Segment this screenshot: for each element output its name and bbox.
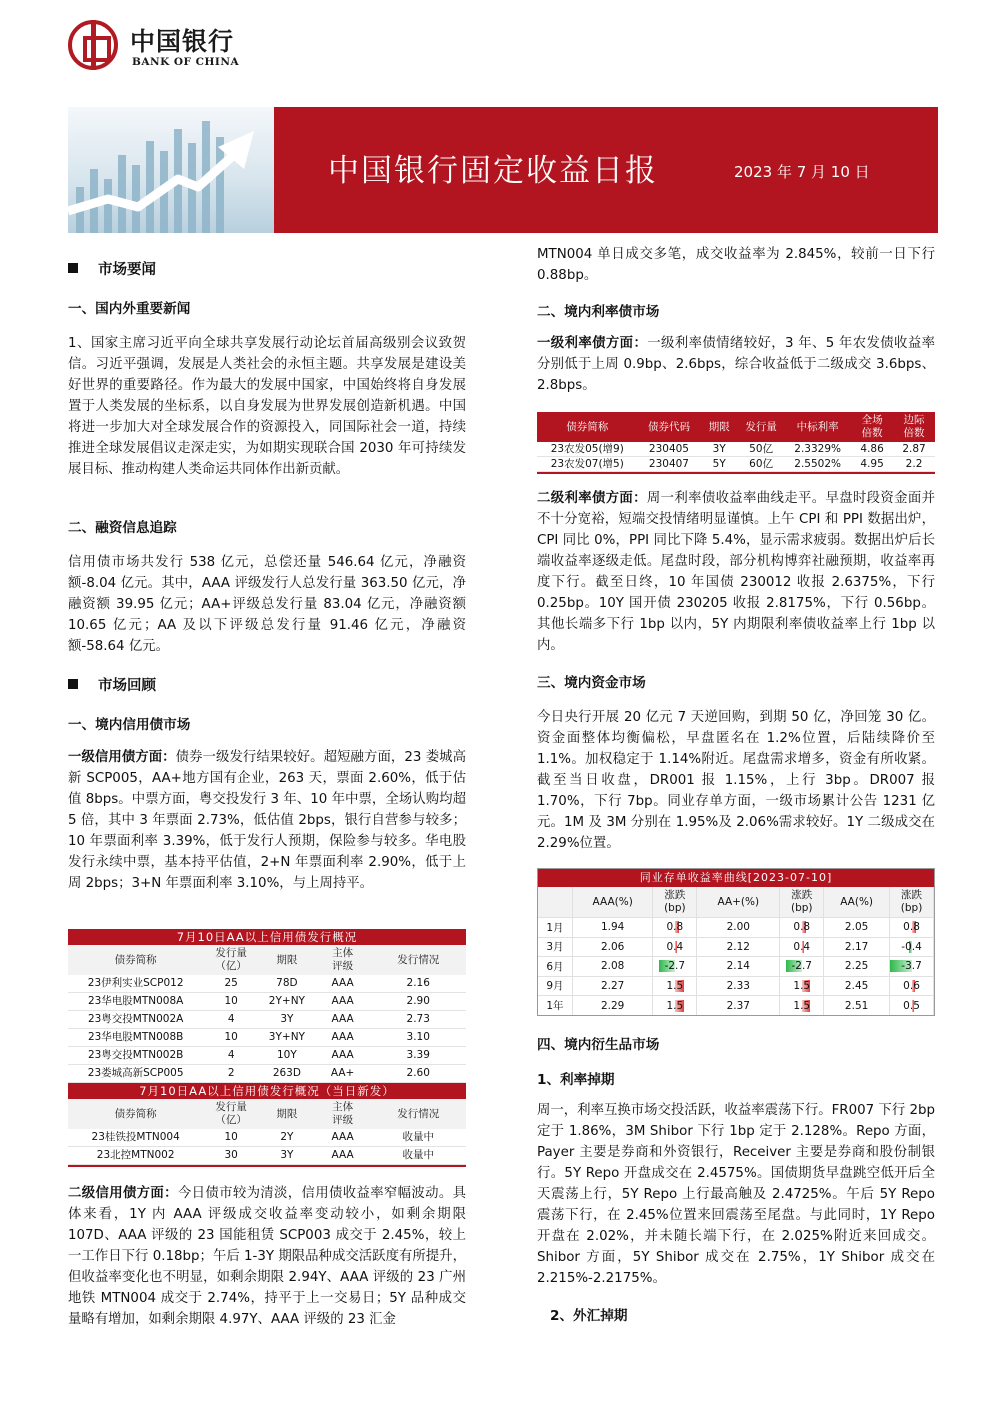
curve-yield: 2.25 — [824, 957, 890, 977]
table1-cell: 2.60 — [370, 1065, 466, 1083]
table1-header-cell: 期限 — [259, 945, 315, 975]
money-market-paragraph: 今日央行开展 20 亿元 7 天逆回购，到期 50 亿，净回笼 30 亿。资金面整体均衡偏松，早盘匿名在 1.2%位置，后陆续降价至 1.1%。加权稳定于 1.14%附近。尾盘需求增多，资金有所收紧。截至当日收盘，DR001 报 1.15%，上行 3bp。DR007 报 1.70%，下行 7bp。同业存单方面，一级市场累计公告 1231 亿元。1M 及 3M 分别在 1.95%及 2.06%需求较好。1Y 二级成交在 2.29%位置。 — [537, 710, 935, 851]
table2 — [68, 1099, 466, 1165]
table2-title: 7月10日AA以上信用债发行概况（当日新发） — [68, 1083, 466, 1099]
table3-cell: 230405 — [638, 442, 701, 457]
table1-cell: 23粤交投MTN002B — [68, 1047, 203, 1065]
curve-yield: 2.17 — [824, 937, 890, 957]
change-value: -2.7 — [664, 960, 686, 973]
table3-cell: 2.5502% — [784, 457, 851, 472]
table1-cell: AA+ — [315, 1065, 371, 1083]
table2-cell: 收量中 — [370, 1129, 466, 1147]
report-title: 中国银行固定收益日报 — [328, 153, 658, 189]
change-value: 1.5 — [666, 999, 684, 1012]
change-bar-cell — [780, 957, 824, 977]
curve-yield: 1.94 — [572, 918, 652, 938]
report-banner — [68, 107, 938, 233]
change-bar-cell — [780, 918, 824, 938]
curve-row — [538, 957, 934, 977]
curve-yield: 2.14 — [697, 957, 780, 977]
table2-cell: AAA — [315, 1129, 371, 1147]
rate-primary-paragraph: 一级利率债方面：一级利率债情绪较好，3 年、5 年农发债收益率分别低于上周 0.9bp、2.6bps，综合收益低于二级成交 3.6bps、2.8bps。 — [537, 336, 936, 393]
table3-cell: 5Y — [700, 457, 738, 472]
change-bar — [890, 940, 933, 954]
curve-row — [538, 937, 934, 957]
curve-header-cell — [538, 887, 572, 918]
change-bar-cell — [890, 957, 934, 977]
change-value: 1.5 — [793, 979, 811, 992]
table2-cell: 30 — [203, 1147, 259, 1165]
report-date: 2023 年 7 月 10 日 — [734, 163, 870, 181]
table3-header-cell: 全场 倍数 — [851, 412, 893, 442]
table1-row — [68, 1029, 466, 1047]
table1-cell: 25 — [203, 975, 259, 993]
subsection-interest-rate-swap: 1、利率掉期 — [537, 1072, 615, 1088]
swap-paragraph: 周一，利率互换市场交投活跃，收益率震荡下行。FR007 下行 2bp 定于 1.86%，3M Shibor 下行 1bp 定于 2.128%。Repo 方面，Payer 主要是券商和外资银行，Receiver 主要是券商和股份制银行。5Y Repo 开盘成交在 2.4575%。国债期货早盘跳空低开后全天震荡上行，5Y Repo 上行最高触及 2.4725%。午后 5Y Repo 震荡下行，在 2.45%位置来回震荡至尾盘。与此同时，1Y Repo 开盘在 2.02%，并未随长端下行，在 2.025%附近来回成交。Shibor 方面，5Y Shibor 成交在 2.75%，1Y Shibor 成交在 2.215%-2.2175%。 — [537, 1103, 935, 1286]
table3-header-cell: 发行量 — [738, 412, 784, 442]
curve-header-cell: AA+(%) — [697, 887, 780, 918]
table1-cell: 10Y — [259, 1047, 315, 1065]
change-value: 0.4 — [666, 940, 684, 953]
change-bar-cell — [890, 937, 934, 957]
curve-header-cell: 涨跌 (bp) — [780, 887, 824, 918]
table3-header-cell: 债券代码 — [638, 412, 701, 442]
change-value: 0.6 — [903, 979, 920, 992]
financing-paragraph: 信用债市场共发行 538 亿元，总偿还量 546.64 亿元，净融资额-8.04 亿元。其中，AAA 评级发行人总发行量 363.50 亿元，净融资额 39.95 亿元；AA+评级总发行量 83.04 亿元，净融资额 10.65 亿元；AA 及以下评级总发行量 91.46 亿元，净融资额-58.64 亿元。 — [68, 555, 466, 654]
change-bar — [653, 979, 696, 993]
logo-english-name: BANK OF CHINA — [132, 56, 240, 68]
curve-row — [538, 918, 934, 938]
table1-cell: 2 — [203, 1065, 259, 1083]
rate-secondary-paragraph: 二级利率债方面：周一利率债收益率曲线走平。早盘时段资金面并不十分宽裕，短端交投情绪明显谨慎。上午 CPI 和 PPI 数据出炉，CPI 同比 0%，PPI 同比下降 5.4%，显示需求疲弱。数据出炉后长端收益率逐级走低。尾盘时段，部分机构博弈社融预期，收益率再度下行。截至日终，10 年国债 230012 收报 2.6375%，下行 0.25bp。10Y 国开债 230205 收报 2.8175%，下行 0.56bp。其他长端多下行 1bp 以内，5Y 内期限利率债收益率上行 1bp 以内。 — [537, 491, 936, 653]
table3-row — [537, 457, 935, 472]
section-market-news: 市场要闻 — [68, 258, 156, 279]
subsection-rate-bond: 二、境内利率债市场 — [537, 304, 660, 320]
change-value: 0.4 — [793, 940, 811, 953]
rate-issuance-table — [537, 412, 935, 474]
table2-cell: 3Y — [259, 1147, 315, 1165]
credit-issuance-tables — [68, 929, 466, 1167]
table1-row — [68, 993, 466, 1011]
change-bar — [890, 920, 933, 934]
curve-yield: 2.05 — [824, 918, 890, 938]
table1-cell: 4 — [203, 1011, 259, 1029]
table3-header-cell: 期限 — [700, 412, 738, 442]
table1-cell: 23粤交投MTN002A — [68, 1011, 203, 1029]
table1-cell: AAA — [315, 1047, 371, 1065]
curve-yield: 2.06 — [572, 937, 652, 957]
curve-header-cell: AAA(%) — [572, 887, 652, 918]
table1-cell: 2.90 — [370, 993, 466, 1011]
change-value: 0.8 — [793, 921, 811, 934]
table1-row — [68, 1047, 466, 1065]
curve-header-cell: 涨跌 (bp) — [653, 887, 697, 918]
table3-header-cell: 中标利率 — [784, 412, 851, 442]
table2-header-cell: 主体 评级 — [315, 1099, 371, 1129]
table3-header-cell: 债券简称 — [537, 412, 638, 442]
table1-cell: 2.16 — [370, 975, 466, 993]
change-bar-cell — [780, 976, 824, 996]
change-bar-cell — [890, 976, 934, 996]
news-paragraph: 1、国家主席习近平向全球共享发展行动论坛首届高级别会议致贺信。习近平强调，发展是人类社会的永恒主题。共享发展是建设美好世界的重要路径。作为最大的发展中国家，中国始终将自身发展置于人类发展的坐标系，以自身发展为世界发展创造新机遇。中国将进一步加大对全球发展合作的资源投入，同国际社会一道，持续推进全球发展倡议走深走实，为如期实现联合国 2030 年可持续发展目标、推动构建人类命运共同体作出新贡献。 — [68, 336, 466, 477]
table1-cell: AAA — [315, 993, 371, 1011]
table1-cell: 23伊利实业SCP012 — [68, 975, 203, 993]
table3-cell: 23农发05(增9) — [537, 442, 638, 457]
bank-logo — [68, 20, 268, 72]
curve-row — [538, 996, 934, 1016]
table1-cell: 10 — [203, 993, 259, 1011]
change-bar-cell — [890, 996, 934, 1016]
change-bar-cell — [653, 976, 697, 996]
table1-cell: 78D — [259, 975, 315, 993]
curve-yield: 2.45 — [824, 976, 890, 996]
change-bar-cell — [653, 937, 697, 957]
table2-header-cell: 债券简称 — [68, 1099, 203, 1129]
table1-title: 7月10日AA以上信用债发行概况 — [68, 929, 466, 945]
table3-cell: 23农发07(增5) — [537, 457, 638, 472]
table1-cell: 4 — [203, 1047, 259, 1065]
table1-cell: 3Y+NY — [259, 1029, 315, 1047]
table1-cell: 23华电股MTN008B — [68, 1029, 203, 1047]
secondary-credit-paragraph: 二级信用债方面：今日债市较为清淡，信用债收益率窄幅波动。具体来看，1Y 内 AAA 评级成交收益率变动较小，如剩余期限 107D、AAA 评级的 23 国能租赁 SCP003 成交于 2.45%，较上一工作日下行 0.18bp；午后 1-3Y 期限品种成交活跃度有所提升，但收益率变化也不明显，如剩余期限 2.94Y、AAA 评级的 23 广州地铁 MTN004 成交于 2.74%，持平于上一交易日；5Y 品种成交量略有增加，如剩余期限 4.97Y、AAA 评级的 23 汇金 — [68, 1186, 467, 1327]
curve-tenor: 3月 — [538, 937, 572, 957]
curve-header-cell: 涨跌 (bp) — [890, 887, 934, 918]
change-bar — [780, 999, 823, 1013]
change-value: -2.7 — [791, 960, 812, 973]
change-bar-cell — [890, 918, 934, 938]
change-bar — [653, 940, 696, 954]
section-market-review: 市场回顾 — [68, 674, 156, 695]
table2-row — [68, 1129, 466, 1147]
subsection-fx-swap: 2、外汇掉期 — [550, 1308, 628, 1324]
change-value: 0.5 — [903, 999, 920, 1012]
table3-cell: 60亿 — [738, 457, 784, 472]
table1-cell: AAA — [315, 1029, 371, 1047]
curve-yield: 2.29 — [572, 996, 652, 1016]
table1-cell: 2.73 — [370, 1011, 466, 1029]
table1-header-cell: 发行量 （亿） — [203, 945, 259, 975]
table3-cell: 4.86 — [851, 442, 893, 457]
table1-cell: AAA — [315, 975, 371, 993]
change-bar — [653, 999, 696, 1013]
change-bar-cell — [780, 996, 824, 1016]
curve-yield: 2.33 — [697, 976, 780, 996]
table3-cell: 2.3329% — [784, 442, 851, 457]
change-value: -3.7 — [901, 960, 922, 973]
table1-cell: 23华电股MTN008A — [68, 993, 203, 1011]
table1-cell: 2Y+NY — [259, 993, 315, 1011]
table3-cell: 50亿 — [738, 442, 784, 457]
curve-header-cell: AA(%) — [824, 887, 890, 918]
table3-cell: 4.95 — [851, 457, 893, 472]
curve-row — [538, 976, 934, 996]
table1-cell: 3.10 — [370, 1029, 466, 1047]
table1-header-cell: 债券简称 — [68, 945, 203, 975]
curve-yield: 2.12 — [697, 937, 780, 957]
curve-tenor: 6月 — [538, 957, 572, 977]
table1 — [68, 945, 466, 1083]
table3-row — [537, 442, 935, 457]
subsection-credit-bond: 一、境内信用债市场 — [68, 717, 191, 733]
table2-cell: 10 — [203, 1129, 259, 1147]
table1-header-cell: 发行情况 — [370, 945, 466, 975]
table1-row — [68, 1065, 466, 1083]
change-value: 0.8 — [903, 921, 920, 934]
ncd-yield-curve-table — [537, 868, 935, 1016]
table2-cell: 23北控MTN002 — [68, 1147, 203, 1165]
change-bar — [780, 940, 823, 954]
curve-yield: 2.08 — [572, 957, 652, 977]
table2-header-cell: 发行量 （亿） — [203, 1099, 259, 1129]
change-value: 0.8 — [666, 921, 684, 934]
table3-header-cell: 边际 倍数 — [893, 412, 935, 442]
table2-row — [68, 1147, 466, 1165]
change-bar — [780, 920, 823, 934]
table1-cell: 263D — [259, 1065, 315, 1083]
change-bar — [780, 979, 823, 993]
change-bar — [890, 959, 933, 973]
change-value: -0.4 — [901, 940, 922, 953]
table2-header-cell: 发行情况 — [370, 1099, 466, 1129]
table1-cell: 23娄城高新SCP005 — [68, 1065, 203, 1083]
curve-yield: 2.27 — [572, 976, 652, 996]
curve-tenor: 1月 — [538, 918, 572, 938]
bank-of-china-emblem-icon — [68, 20, 118, 70]
table2-header-cell: 期限 — [259, 1099, 315, 1129]
ncd-curve-grid — [538, 887, 934, 1015]
table1-cell: 3Y — [259, 1011, 315, 1029]
table3-cell: 3Y — [700, 442, 738, 457]
logo-chinese-name: 中国银行 — [130, 27, 235, 56]
subsection-money-market: 三、境内资金市场 — [537, 675, 646, 691]
table1-header-cell: 主体 评级 — [315, 945, 371, 975]
change-bar — [890, 979, 933, 993]
subsection-financing: 二、融资信息追踪 — [68, 520, 177, 536]
table3 — [537, 412, 935, 472]
curve-yield: 2.51 — [824, 996, 890, 1016]
subsection-derivatives: 四、境内衍生品市场 — [537, 1037, 660, 1053]
change-bar — [890, 999, 933, 1013]
table2-cell: 收量中 — [370, 1147, 466, 1165]
change-bar-cell — [653, 957, 697, 977]
table1-row — [68, 975, 466, 993]
table3-cell: 230407 — [638, 457, 701, 472]
curve-tenor: 1年 — [538, 996, 572, 1016]
table1-cell: 3.39 — [370, 1047, 466, 1065]
table2-cell: 23桂铁投MTN004 — [68, 1129, 203, 1147]
primary-credit-paragraph: 一级信用债方面：债券一级发行结果较好。超短融方面，23 娄城高新 SCP005，AA+地方国有企业，263 天，票面 2.60%，低于估值 8bps。中票方面，粤交投发行 3 年、10 年中票，全场认购均超 5 倍，其中 3 年票面 2.73%，低估值 2bps，银行自营参与较多；10 年票面利率 3.39%，低于发行人预期，保险参与较多。华电股发行永续中票，基本持平估值，2+N 年票面利率 2.90%，低于上周 2bps；3+N 年票面利率 3.10%，与上周持平。 — [68, 750, 467, 891]
table1-cell: 10 — [203, 1029, 259, 1047]
table3-cell: 2.2 — [893, 457, 935, 472]
change-bar-cell — [780, 937, 824, 957]
table3-cell: 2.87 — [893, 442, 935, 457]
change-bar — [653, 959, 696, 973]
change-bar-cell — [653, 918, 697, 938]
subsection-domestic-news: 一、国内外重要新闻 — [68, 301, 191, 317]
curve-tenor: 9月 — [538, 976, 572, 996]
table1-cell: AAA — [315, 1011, 371, 1029]
change-bar — [653, 920, 696, 934]
curve-yield: 2.00 — [697, 918, 780, 938]
change-value: 1.5 — [666, 979, 684, 992]
table2-cell: AAA — [315, 1147, 371, 1165]
table1-row — [68, 1011, 466, 1029]
change-bar-cell — [653, 996, 697, 1016]
credit-continuation: MTN004 单日成交多笔，成交收益率为 2.845%，较前一日下行 0.88bp。 — [537, 247, 935, 283]
curve-yield: 2.37 — [697, 996, 780, 1016]
rising-chart-graphic-icon — [68, 107, 274, 233]
change-bar — [780, 959, 823, 973]
ncd-curve-title: 同业存单收益率曲线[2023-07-10] — [538, 869, 934, 887]
change-value: 1.5 — [793, 999, 811, 1012]
table2-cell: 2Y — [259, 1129, 315, 1147]
